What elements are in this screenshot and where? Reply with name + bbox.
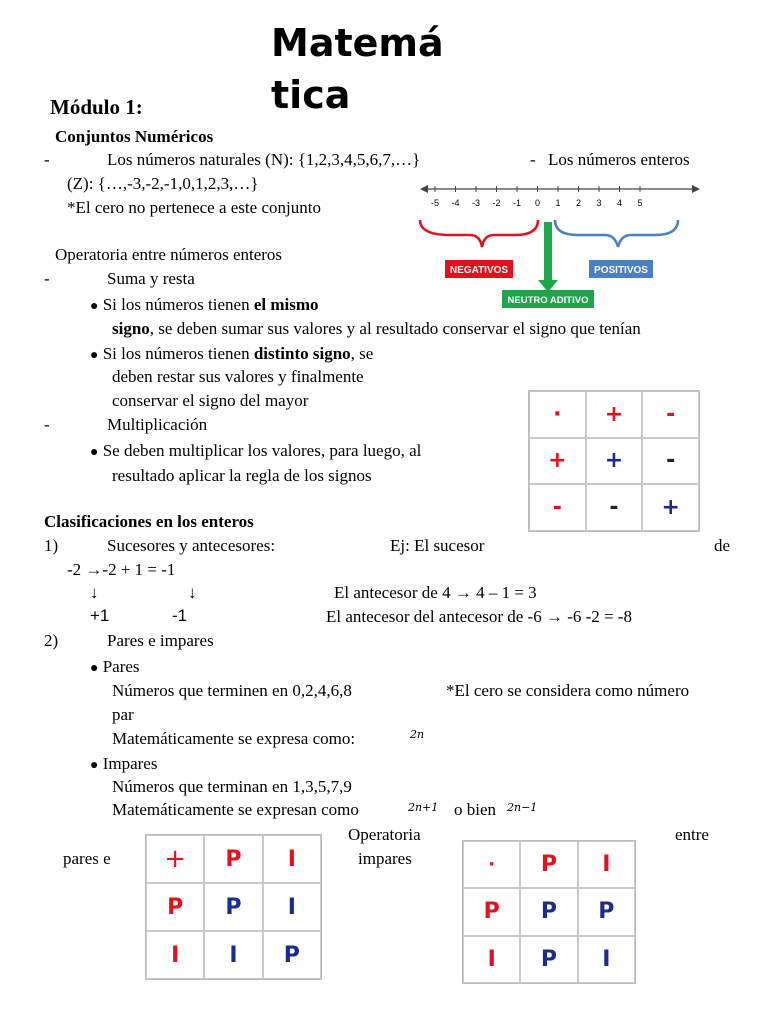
- zero-par-note-cont: par: [112, 705, 134, 724]
- pares-impares: Pares e impares: [107, 631, 214, 650]
- operatoria-pi-label: impares: [358, 849, 412, 868]
- positivos-brace: [555, 220, 678, 247]
- sum-cell: I: [263, 835, 321, 883]
- prod-cell: ·: [463, 841, 520, 888]
- number-line-tick-label: 1: [555, 198, 561, 208]
- antecesor-1: El antecesor de 4 → 4 – 1 = 3: [334, 583, 537, 602]
- integers-text: Los números enteros: [548, 150, 690, 169]
- number-line-tick-label: 0: [534, 198, 541, 208]
- bullet-pares: ● Pares: [90, 657, 140, 676]
- arrow-left-icon: [420, 185, 428, 193]
- sign-cell: +: [642, 484, 699, 531]
- page-title-line2: tica: [271, 73, 351, 117]
- arrow-right-icon: [692, 185, 700, 193]
- de-label: de: [714, 536, 731, 555]
- zero-note: *El cero no pertenece a este conjunto: [67, 198, 321, 217]
- impares-math: Matemáticamente se expresan como: [112, 800, 359, 819]
- sign-cell: -: [586, 484, 643, 531]
- sum-cell: I: [263, 883, 321, 931]
- bullet-2-line2: deben restar sus valores y finalmente: [112, 367, 364, 386]
- impares-formula-2: 2n−1: [507, 801, 538, 814]
- number-line-tick-label: 4: [616, 198, 623, 208]
- operatoria-heading: Operatoria entre números enteros: [55, 245, 283, 264]
- prod-cell: P: [520, 888, 577, 935]
- item-number: 2): [44, 631, 59, 650]
- sucesor-expr: -2 →-2 + 1 = -1: [67, 560, 176, 579]
- sum-cell: P: [204, 883, 262, 931]
- page-title-line1: Matemá: [271, 21, 444, 65]
- integers-set: (Z): {…,-3,-2,-1,0,1,2,3,…}: [67, 174, 259, 193]
- sum-cell: P: [146, 883, 204, 931]
- negativos-label: NEGATIVOS: [449, 265, 509, 276]
- sum-cell: P: [263, 931, 321, 979]
- product-parity-table: [462, 840, 636, 984]
- bullet-3-line2: resultado aplicar la regla de los signos: [112, 466, 372, 485]
- section-heading-conjuntos: Conjuntos Numéricos: [55, 127, 214, 146]
- sum-cell: I: [146, 931, 204, 979]
- sign-rule-table: [528, 390, 700, 532]
- number-line-tick-label: -5: [430, 198, 440, 208]
- prod-cell: P: [578, 888, 635, 935]
- prod-cell: P: [463, 888, 520, 935]
- number-line-tick-label: -4: [451, 198, 460, 208]
- sum-parity-table: [145, 834, 322, 980]
- pares-formula: 2n: [410, 728, 425, 741]
- dash: -: [44, 269, 50, 288]
- sum-cell: I: [204, 931, 262, 979]
- multiplicacion: Multiplicación: [107, 415, 208, 434]
- number-line-diagram: [410, 180, 700, 310]
- zero-par-note: *El cero se considera como número: [446, 681, 690, 700]
- minus-one: -1: [172, 606, 188, 625]
- item-number: 1): [44, 536, 59, 555]
- operatoria-pi-label: Operatoria: [348, 825, 421, 844]
- impares-formula-1: 2n+1: [408, 801, 439, 814]
- sign-cell: -: [642, 438, 699, 485]
- bullet-impares: ● Impares: [90, 754, 158, 773]
- neutro-label: NEUTRO ADITIVO: [507, 295, 589, 306]
- dash: -: [44, 415, 50, 434]
- module-heading: Módulo 1:: [50, 95, 143, 119]
- arrow-down-icon: ↓: [188, 583, 197, 602]
- sucesores-antecesores: Sucesores y antecesores:: [107, 536, 276, 555]
- dash: -: [530, 150, 536, 169]
- prod-cell: I: [578, 841, 635, 888]
- positivos-label: POSITIVOS: [594, 265, 648, 276]
- bullet-2: ● Si los números tienen distinto signo, se: [90, 344, 374, 363]
- antecesor-2: El antecesor del antecesor de -6 → -6 -2 = -8: [326, 607, 633, 626]
- sign-cell: -: [529, 484, 586, 531]
- impares-desc: Números que terminan en 1,3,5,7,9: [112, 777, 352, 796]
- number-line-tick-label: -2: [492, 198, 501, 208]
- number-line-tick-label: -3: [471, 198, 481, 208]
- bullet-1-cont: signo, se deben sumar sus valores y al resultado conservar el signo que tenían: [112, 319, 641, 338]
- sign-cell: +: [586, 438, 643, 485]
- naturals-text: Los números naturales (N): {1,2,3,4,5,6,7,…}: [107, 150, 421, 169]
- bullet-2-line3: conservar el signo del mayor: [112, 391, 309, 410]
- number-line-tick-label: 3: [596, 198, 602, 208]
- ejemplo-label: Ej: El sucesor: [390, 536, 485, 555]
- dash: -: [44, 150, 50, 169]
- prod-cell: P: [520, 841, 577, 888]
- clasificaciones-heading: Clasificaciones en los enteros: [44, 512, 254, 531]
- operatoria-pi-label: entre: [675, 825, 709, 844]
- sum-cell: P: [204, 835, 262, 883]
- sum-cell: +: [146, 835, 204, 883]
- neutro-arrow-shaft: [544, 222, 552, 282]
- prod-cell: I: [578, 936, 635, 983]
- negativos-brace: [420, 220, 538, 247]
- number-line-tick-label: -1: [512, 198, 522, 208]
- pares-math: Matemáticamente se expresa como:: [112, 729, 356, 748]
- sign-cell: +: [529, 438, 586, 485]
- operatoria-pi-label: pares e: [63, 849, 111, 868]
- prod-cell: I: [463, 936, 520, 983]
- plus-one: +1: [90, 606, 110, 625]
- bullet-3: ● Se deben multiplicar los valores, para luego, al: [90, 441, 422, 460]
- number-line-tick-label: 2: [575, 198, 582, 208]
- sign-cell: ·: [529, 391, 586, 438]
- number-line-tick-label: 5: [637, 198, 643, 208]
- sign-cell: +: [586, 391, 643, 438]
- suma-resta: Suma y resta: [107, 269, 195, 288]
- bullet-1: ● Si los números tienen el mismo: [90, 295, 319, 314]
- prod-cell: P: [520, 936, 577, 983]
- o-bien: o bien: [454, 800, 497, 819]
- sign-cell: -: [642, 391, 699, 438]
- pares-desc: Números que terminen en 0,2,4,6,8: [112, 681, 352, 700]
- arrow-down-icon: ↓: [90, 583, 99, 602]
